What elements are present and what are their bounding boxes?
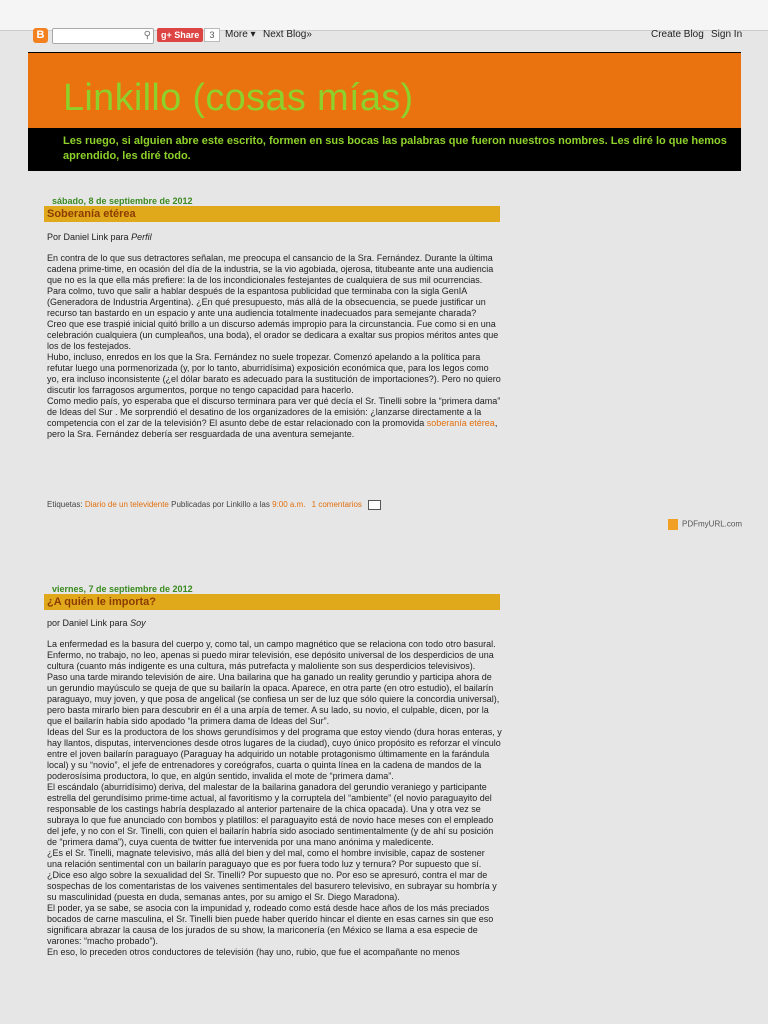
labels-prefix: Etiquetas: [47, 500, 83, 510]
post-paragraph: Para colmo, tuvo que salir a hablar después de la espantosa publicidad que terminaba con la sigla GenIA (Generadora de Industria Argentina). ¿En qué presupuesto, más allá de la obsecuencia, se puede justificar un recurso tan bastardo en un espacio y ante una audiencia totalmente inadecuados para semejante charada? [47, 286, 486, 318]
pdf-label: PDFmyURL.com [682, 519, 743, 529]
share-label: Share [174, 30, 200, 40]
byline-text: por Daniel Link para [47, 618, 128, 628]
published-by: Publicadas por Linkillo a las [171, 500, 270, 510]
post-paragraph: El escándalo (aburridísimo) deriva, del malestar de la bailarina ganadora del gerundio veraniego y participante estrella del gerundísimo prime-time actual, al favoritismo y la corruptela del “ambiente” (el novio paraguayito del responsable de los castings habría desplazado al anterior partenaire de la chica opacada). Una y otra vez se subraya lo que fue anunciado con bombos y platillos: el paraguayito está de novio hace meses con el empleado del jefe, y no con el Sr. Tinelli, con quien el bailarín habría sido asociado sentimentalmente (y de ahí su posición de “primera dama”), cuya cuenta de twitter fue intervenida por una mano anónima y maledicente. [47, 782, 494, 847]
post-paragraph: En contra de lo que sus detractores señalan, me preocupa el cansancio de la Sra. Fernández. Durante la última cadena prime-time, en ocasión del día de la industria, se la vio agobiada, ojerosa, titubeante ante una audiencia que no es la que ella más prefiere: la de los incondicionales festejantes de cualquiera de sus mil ocurrencias. [47, 253, 494, 285]
blog-description: Les ruego, si alguien abre este escrito, formen en sus bocas las palabras que fueron nuestros nombres. Les diré lo que hemos aprendido, les diré todo. [63, 135, 727, 162]
post-body [47, 232, 502, 440]
blog-description-bar [28, 128, 741, 171]
sign-in-link[interactable]: Sign In [711, 29, 743, 40]
share-count: 3 [204, 28, 220, 42]
post-paragraph: En eso, lo preceden otros conductores de televisión (hay uno, rubio, que fue el acompañante no menos [47, 947, 460, 957]
post-byline [47, 618, 502, 629]
post-time-link[interactable]: 9:00 a.m. [272, 500, 306, 510]
more-menu[interactable]: More ▾ [225, 29, 256, 40]
post-paragraph: El poder, ya se sabe, se asocia con la impunidad y, rodeado como está desde hace años de los más preciados bocados de carne masculina, el Sr. Tinelli bien puede haber querido hincar el diente en esas carnes sin que eso significara abrazar la causa de los jurados de su show, la mariconería (en México se llama a esa especie de varones: “macho probado”). [47, 903, 494, 946]
post-title[interactable]: ¿A quién le importa? [47, 596, 156, 608]
gplus-icon: g+ [161, 30, 172, 40]
post-body [47, 618, 502, 958]
search-icon[interactable]: ⚲ [143, 30, 151, 41]
pdf-widget[interactable] [668, 519, 742, 530]
create-blog-link[interactable]: Create Blog [651, 29, 704, 40]
paragraph-end: , pero la Sra. Fernández debería ser resguardada de una aventura semejante. [47, 418, 498, 439]
post-paragraph: Creo que ese traspié inicial quitó brillo a un discurso además impropio para la circunstancia. Fue como si en una celebración cualquiera (un cumpleaños, una boda), el orador se dedicara a exaltar sus propios méritos antes que los de los festejados. [47, 319, 499, 351]
pdf-icon [668, 519, 678, 530]
comments-link[interactable]: 1 comentarios [311, 500, 362, 510]
blogger-logo-icon[interactable]: B [33, 28, 48, 43]
blog-title[interactable]: Linkillo (cosas mías) [63, 77, 414, 119]
byline-source: Soy [130, 618, 146, 628]
email-post-icon[interactable] [368, 500, 381, 510]
post-date: viernes, 7 de septiembre de 2012 [52, 584, 193, 594]
paragraph-text: Como medio país, yo esperaba que el discurso terminara para ver qué decía el Sr. Tinelli sobre la “primera dama” de Ideas del Sur . Me sorprendió el desatino de los organizadores de la emisión: ¿lanzarse directamente a la competencia con el zar de la televisión? El asunto debe de estar relacionado con la promovida [47, 396, 501, 428]
post-byline [47, 232, 502, 243]
byline-source: Perfil [131, 232, 152, 242]
inline-link[interactable]: soberanía etérea [426, 418, 495, 428]
post-paragraph: Ideas del Sur es la productora de los shows gerundísimos y del programa que estoy viendo (dura horas enteras, y hay llantos, disputas, intervenciones desde otros lugares de la ciudad), cuyo único propósito es reforzar el vínculo entre el joven bailarín paraguayo (Paraguay ha adquirido un notable protagonismo últimamente en la farándula local) y su “novio”, el jefe de entrenadores y coreógrafos, cuarta o quinta línea en la cadena de mandos de la poderosísima productora, lo que, en algún sentido, invalida el mote de “primera dama”. [47, 727, 502, 781]
post-paragraph: La enfermedad es la basura del cuerpo y, como tal, un campo magnético que se relaciona con todo otro basural. Enfermo, no trabajo, no leo, apenas si puedo mirar televisión, ese depósito universal de los desperdicios de una cultura (cuanto más indigente es una cultura, más putrefacta y maloliente son sus desperdicios televisivos). [47, 639, 496, 671]
post-footer [47, 500, 381, 510]
navbar [0, 0, 768, 41]
share-button[interactable] [157, 28, 203, 42]
post-title[interactable]: Soberanía etérea [47, 208, 136, 220]
label-link[interactable]: Diario de un televidente [84, 500, 169, 510]
next-blog-link[interactable]: Next Blog» [263, 29, 312, 40]
post-paragraph [47, 396, 502, 440]
blog-header [28, 52, 741, 128]
post-paragraph: Hubo, incluso, enredos en los que la Sra. Fernández no suele tropezar. Comenzó apelando a la política para refutar luego una pormenorizada (y, por lo tanto, aburridísima) exposición económica que, para los legos como yo, era incluso inconsistente (¿el dólar barato es adecuado para la sustitución de importaciones?). Pero no quiero discutir los farragosos argumentos, porque no tengo capacidad para hacerlo. [47, 352, 501, 395]
post-paragraph: Paso una tarde mirando televisión de aire. Una bailarina que ha ganado un reality gerundio y participa ahora de un gerundio mayúsculo se queja de que su bailarín la opaca. Aparece, en otra parte (en otro estudio), el bailarín paraguayo, muy joven, y que posa de angelical (se confiesa un ser de luz que sólo quiere la concordia universal), pero basta mirarlo bien para descubrir en él a una arpía de temer. A su lado, su novio, el culpable, dicen, por la que el bailarín había sido apodado “la primera dama de Ideas del Sur”. [47, 672, 500, 726]
post-date: sábado, 8 de septiembre de 2012 [52, 196, 193, 206]
post-title-bar [44, 206, 500, 222]
byline-text: Por Daniel Link para [47, 232, 129, 242]
post-paragraph: ¿Es el Sr. Tinelli, magnate televisivo, más allá del bien y del mal, como el hombre invisible, capaz de sostener una relación sentimental con un bailarín paraguayo que es por fuera todo luz y ternura? Por supuesto que sí. ¿Dice eso algo sobre la sexualidad del Sr. Tinelli? Por supuesto que no. Por eso se apresuró, contra el mar de sospechas de los comentaristas de los vaivenes sentimentales del basurero televisivo, en subrayar su hombría y su masculinidad (puesta en duda, semanas antes, por su amigo el Sr. Diego Maradona). [47, 848, 497, 902]
search-input[interactable] [52, 28, 154, 44]
post-title-bar [44, 594, 500, 610]
